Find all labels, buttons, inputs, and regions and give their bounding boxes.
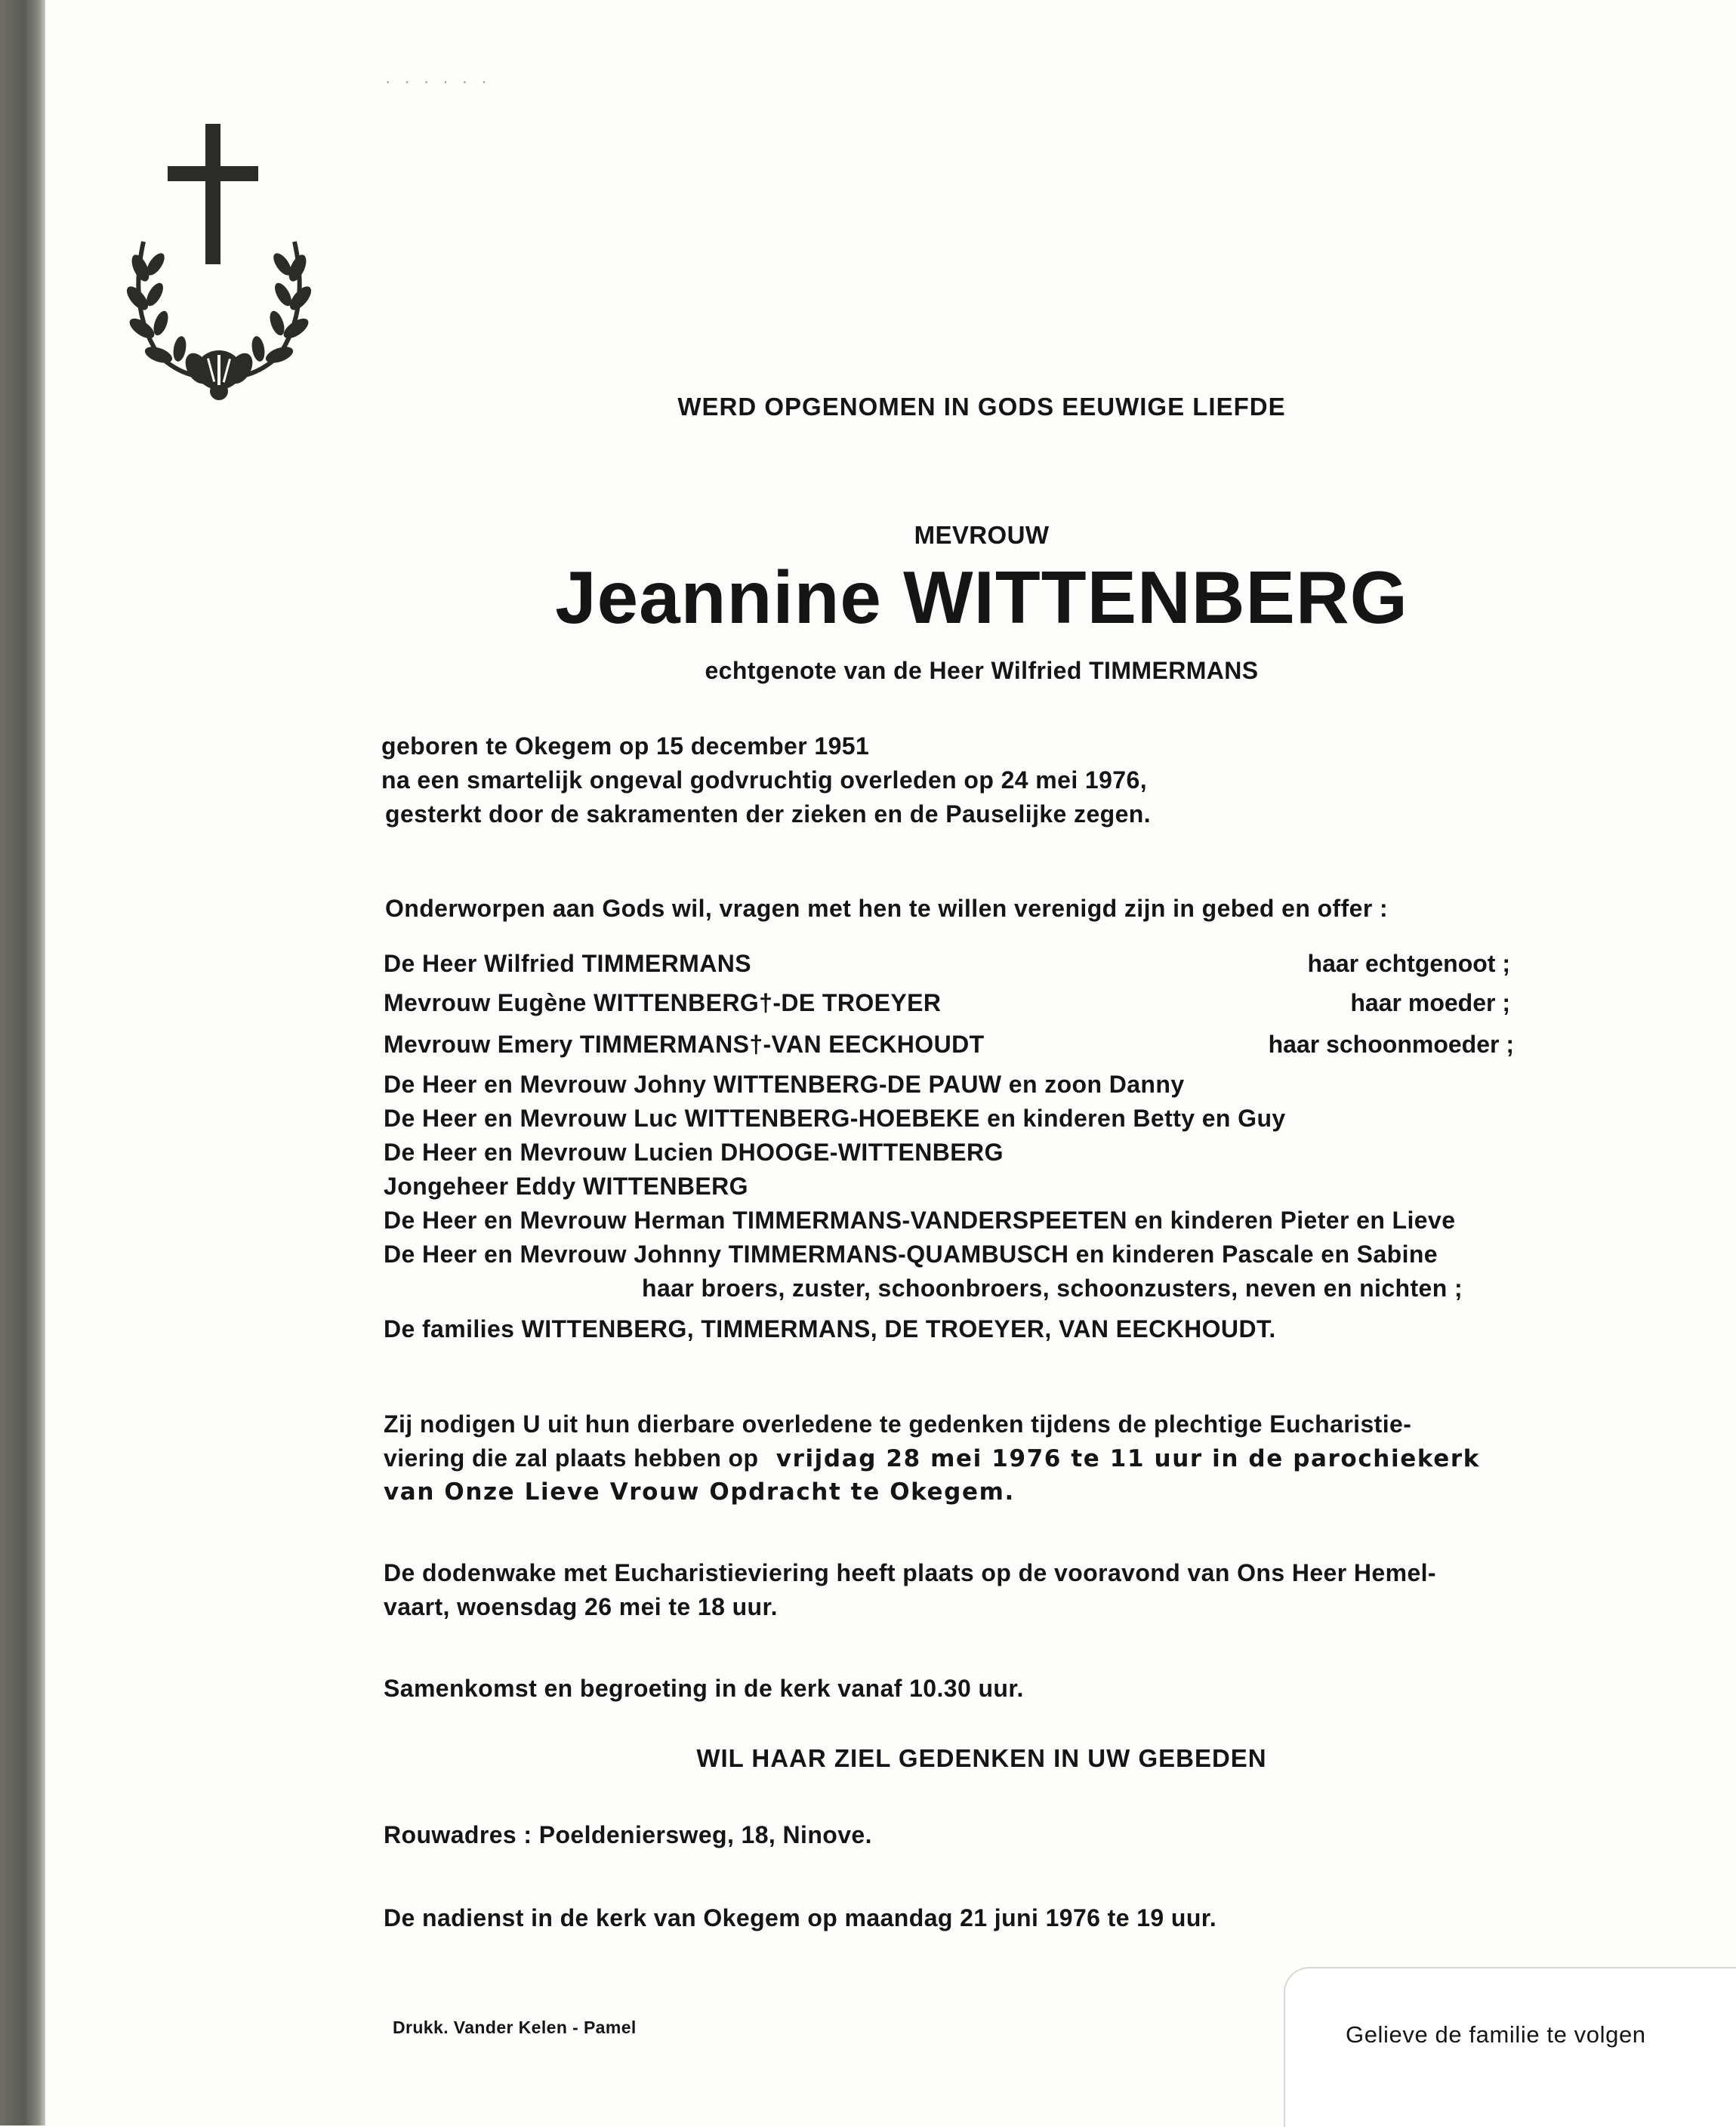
print-specks: · · · · · · — [385, 72, 492, 91]
sibling-line: De Heer en Mevrouw Johny WITTENBERG-DE PAUW en zoon Danny — [384, 1071, 1185, 1098]
wake-line: De dodenwake met Eucharistieviering heeft plaats op de vooravond van Ons Heer Hemel- — [384, 1559, 1436, 1586]
spouse-line: echtgenote van de Heer Wilfried TIMMERMANS — [705, 657, 1259, 684]
mourner-name: Mevrouw Eugène WITTENBERG†-DE TROEYER — [384, 989, 942, 1016]
card-heading: WERD OPGENOMEN IN GODS EEUWIGE LIEFDE — [677, 393, 1286, 421]
sacraments-line: gesterkt door de sakramenten der zieken en de Pauselijke zegen. — [385, 800, 1152, 828]
scanner-edge-bar — [0, 0, 45, 2125]
sibling-line: Jongeheer Eddy WITTENBERG — [384, 1173, 748, 1200]
wake-line: vaart, woensdag 26 mei te 18 uur. — [384, 1593, 778, 1620]
intro-line: Onderworpen aan Gods wil, vragen met hen te willen verenigd zijn in gebed en offer : — [385, 895, 1389, 922]
prayer-heading: WIL HAAR ZIEL GEDENKEN IN UW GEBEDEN — [696, 1744, 1267, 1772]
families-line: De families WITTENBERG, TIMMERMANS, DE TROEYER, VAN EECKHOUDT. — [384, 1315, 1276, 1342]
memorial-service-line: De nadienst in de kerk van Okegem op maandag 21 juni 1976 te 19 uur. — [384, 1904, 1217, 1931]
service-date-time: vrijdag 28 mei 1976 te 11 uur in de parochiekerk — [775, 1445, 1480, 1472]
follow-family-text: Gelieve de familie te volgen — [1346, 2021, 1646, 2048]
siblings-relation: haar broers, zuster, schoonbroers, schoonzusters, neven en nichten ; — [642, 1275, 1463, 1302]
service-location: van Onze Lieve Vrouw Opdracht te Okegem. — [384, 1478, 1015, 1506]
deceased-name: Jeannine WITTENBERG — [555, 556, 1408, 639]
follow-family-slip — [1284, 1967, 1736, 2127]
mourner-relation: haar schoonmoeder ; — [1268, 1031, 1514, 1058]
sibling-line: De Heer en Mevrouw Johnny TIMMERMANS-QUAMBUSCH en kinderen Pascale en Sabine — [384, 1241, 1438, 1268]
mourning-address: Rouwadres : Poeldeniersweg, 18, Ninove. — [384, 1821, 872, 1848]
invitation-line: Zij nodigen U uit hun dierbare overledene te gedenken tijdens de plechtige Eucharistie- — [384, 1410, 1412, 1438]
death-line: na een smartelijk ongeval godvruchtig overleden op 24 mei 1976, — [381, 766, 1147, 794]
gathering-line: Samenkomst en begroeting in de kerk vanaf 10.30 uur. — [384, 1675, 1024, 1702]
cross-with-laurel-wreath-icon — [113, 113, 325, 430]
sibling-line: De Heer en Mevrouw Lucien DHOOGE-WITTENBERG — [384, 1139, 1004, 1166]
honorific-title: MEVROUW — [914, 521, 1050, 549]
mourner-relation: haar moeder ; — [1350, 989, 1510, 1016]
mourner-name: Mevrouw Emery TIMMERMANS†-VAN EECKHOUDT — [384, 1031, 985, 1058]
sibling-line: De Heer en Mevrouw Herman TIMMERMANS-VANDERSPEETEN en kinderen Pieter en Lieve — [384, 1207, 1456, 1234]
sibling-line: De Heer en Mevrouw Luc WITTENBERG-HOEBEKE en kinderen Betty en Guy — [384, 1105, 1286, 1132]
invitation-plain: viering die zal plaats hebben op — [384, 1444, 759, 1472]
mourner-relation: haar echtgenoot ; — [1307, 950, 1510, 977]
printer-credit: Drukk. Vander Kelen - Pamel — [393, 2018, 637, 2037]
mourner-name: De Heer Wilfried TIMMERMANS — [384, 950, 752, 977]
invitation-line — [384, 1444, 1480, 1472]
birth-line: geboren te Okegem op 15 december 1951 — [381, 732, 870, 760]
